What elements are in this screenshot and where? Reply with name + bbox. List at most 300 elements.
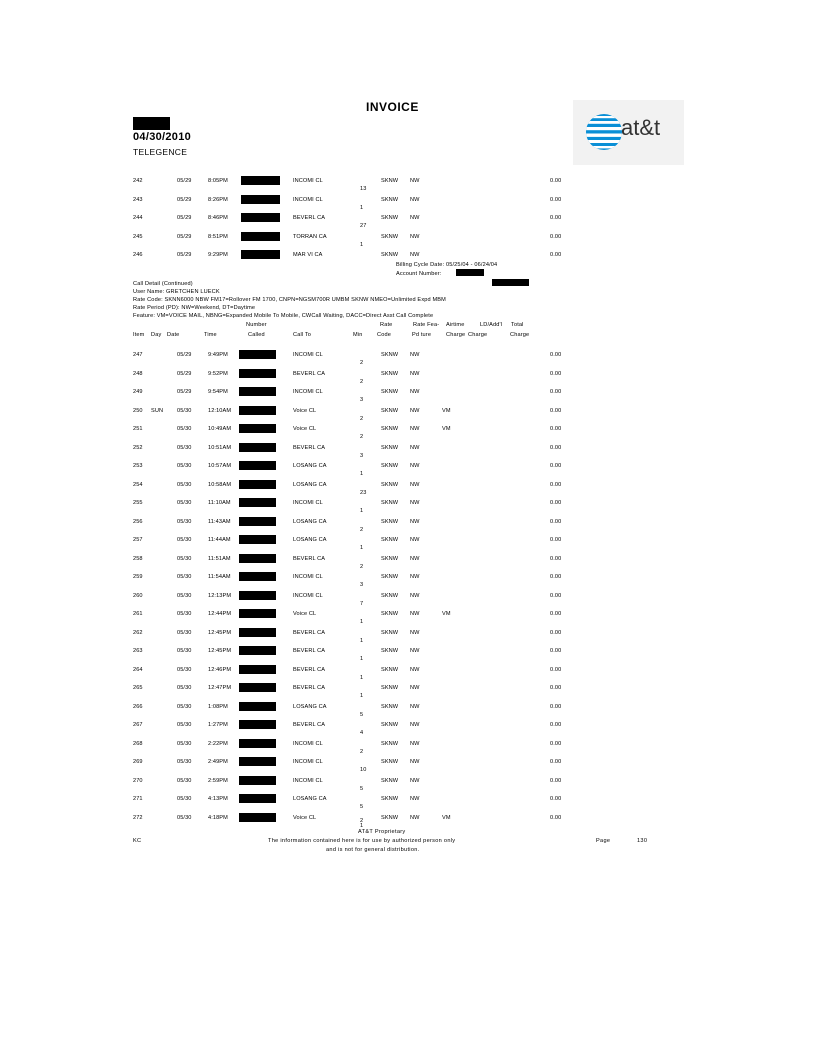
row-minutes: 1 (360, 822, 364, 829)
redacted-number (239, 535, 276, 544)
row-time: 12:10AM (208, 407, 232, 414)
row-call-to: INCOMI CL (293, 740, 323, 747)
redacted-account (456, 269, 484, 276)
row-item: 244 (133, 215, 143, 222)
row-time: 4:13PM (208, 796, 228, 802)
row-time: 10:58AM (208, 481, 232, 488)
row-total: 0.00 (550, 703, 562, 710)
redacted-number (239, 369, 276, 378)
col-pd-ture: Pd ture (412, 332, 432, 338)
company-name: TELEGENCE (133, 147, 188, 157)
row-rate-code: SKNW (381, 537, 399, 543)
row-rate-code: SKNW (381, 233, 399, 240)
row-rate-code: SKNW (381, 481, 399, 488)
row-item: 271 (133, 796, 143, 802)
row-total: 0.00 (550, 215, 562, 222)
row-date: 05/30 (177, 814, 192, 821)
row-time: 1:08PM (208, 703, 228, 710)
row-time: 2:49PM (208, 759, 228, 765)
row-rate-code: SKNW (381, 500, 399, 506)
redacted-number (239, 350, 276, 359)
row-time: 10:49AM (208, 426, 232, 432)
row-minutes: 3 (360, 582, 364, 588)
redacted-number (239, 572, 276, 581)
row-total: 0.00 (550, 814, 562, 821)
row-total: 0.00 (550, 370, 562, 377)
redacted-number (239, 480, 276, 489)
row-date: 05/30 (177, 463, 192, 469)
row-total: 0.00 (550, 537, 562, 543)
col-time: Time (204, 332, 217, 338)
row-minutes: 1 (360, 619, 364, 625)
row-call-to: LOSANG CA (293, 518, 327, 525)
row-period: NW (410, 666, 420, 673)
row-call-to: INCOMI CL (293, 574, 323, 580)
redacted-number (239, 813, 276, 822)
col-call-to: Call To (293, 332, 312, 338)
row-item: 272 (133, 814, 143, 821)
row-total: 0.00 (550, 389, 562, 395)
row-period: NW (410, 722, 420, 728)
row-period: NW (410, 481, 420, 488)
row-date: 05/30 (177, 426, 192, 432)
row-call-to: LOSANG CA (293, 796, 327, 802)
page-number: 130 (637, 838, 648, 844)
row-time: 11:44AM (208, 537, 231, 543)
row-total: 0.00 (550, 196, 562, 203)
row-date: 05/29 (177, 196, 192, 203)
row-date: 05/29 (177, 389, 192, 395)
row-rate-code: SKNW (381, 666, 399, 673)
row-date: 05/30 (177, 703, 192, 710)
row-item: 245 (133, 233, 143, 240)
row-item: 250 (133, 407, 143, 414)
redacted-number (239, 406, 276, 415)
row-period: NW (410, 814, 420, 821)
row-call-to: BEVERL CA (293, 722, 326, 728)
row-call-to: BEVERL CA (293, 648, 326, 654)
redacted-number (239, 554, 276, 563)
billing-cycle: Billing Cycle Date: 05/25/04 - 06/24/04 (396, 262, 498, 268)
row-call-to: MAR VI CA (293, 252, 323, 259)
row-period: NW (410, 233, 420, 240)
redacted-number (239, 461, 276, 470)
row-item: 248 (133, 370, 143, 377)
row-call-to: INCOMI CL (293, 196, 323, 203)
row-rate-code: SKNW (381, 648, 399, 654)
redacted-block (133, 117, 170, 130)
row-minutes: 2 (360, 563, 364, 570)
col-charge-airtime: Charge (446, 332, 466, 338)
row-call-to: INCOMI CL (293, 389, 323, 395)
row-item: 256 (133, 518, 143, 525)
row-total: 0.00 (550, 233, 562, 240)
row-call-to: INCOMI CL (293, 352, 323, 358)
row-item: 266 (133, 703, 143, 710)
row-time: 12:45PM (208, 629, 232, 636)
row-period: NW (410, 407, 420, 414)
row-minutes: 2 (360, 378, 364, 385)
row-item: 246 (133, 252, 143, 259)
row-time: 9:49PM (208, 352, 228, 358)
row-date: 05/29 (177, 233, 192, 240)
row-total: 0.00 (550, 463, 562, 469)
row-period: NW (410, 252, 420, 259)
row-date: 05/29 (177, 178, 192, 184)
row-period: NW (410, 444, 420, 451)
redacted-number (239, 517, 276, 526)
row-rate-code: SKNW (381, 592, 399, 599)
row-date: 05/30 (177, 407, 192, 414)
row-feature: VM (442, 407, 451, 414)
row-call-to: INCOMI CL (293, 592, 323, 599)
redacted-number (241, 176, 280, 185)
row-rate-code: SKNW (381, 407, 399, 414)
footer-notice-1: The information contained here is for use by authorized person only (268, 838, 456, 844)
row-rate-code: SKNW (381, 389, 399, 395)
row-call-to: LOSANG CA (293, 481, 327, 488)
col-airtime-top: Airtime (446, 322, 465, 328)
row-time: 9:52PM (208, 370, 228, 377)
rate-code: Rate Code: SKNN6000 NBW FM17=Rollover FM 1700, CNPN=NGSM700R UMBM SKNW NMEO=Unlimited Expd MBM (133, 297, 446, 303)
row-time: 2:59PM (208, 777, 228, 784)
redacted-number (239, 628, 276, 637)
invoice-date: 04/30/2010 (133, 131, 192, 143)
account-number-label: Account Number: (396, 271, 442, 277)
row-minutes: 5 (360, 711, 364, 718)
row-time: 11:43AM (208, 518, 231, 525)
row-item: 258 (133, 555, 143, 562)
row-date: 05/30 (177, 648, 192, 654)
row-item: 262 (133, 629, 143, 636)
redacted-number (239, 794, 276, 803)
row-period: NW (410, 463, 420, 469)
row-total: 0.00 (550, 666, 562, 673)
row-item: 260 (133, 592, 143, 599)
row-time: 12:13PM (208, 592, 232, 599)
row-time: 12:46PM (208, 666, 232, 673)
col-charge-ld: Charge (468, 332, 488, 338)
row-minutes: 2 (360, 434, 364, 440)
col-total-top: Total (511, 322, 524, 328)
row-minutes: 27 (360, 223, 367, 230)
trailing-min: 2 (360, 818, 364, 824)
row-total: 0.00 (550, 648, 562, 654)
row-date: 05/30 (177, 592, 192, 599)
row-item: 259 (133, 574, 143, 580)
redacted-number (239, 424, 276, 433)
redacted-number (239, 646, 276, 655)
col-code: Code (377, 332, 391, 338)
row-total: 0.00 (550, 796, 562, 802)
row-feature: VM (442, 814, 451, 821)
row-feature: VM (442, 426, 451, 432)
row-total: 0.00 (550, 481, 562, 488)
row-rate-code: SKNW (381, 178, 399, 184)
row-period: NW (410, 178, 420, 184)
row-time: 11:54AM (208, 574, 231, 580)
row-total: 0.00 (550, 592, 562, 599)
col-charge-total: Charge (510, 332, 530, 338)
row-item: 269 (133, 759, 143, 765)
row-call-to: INCOMI CL (293, 759, 323, 765)
row-rate-code: SKNW (381, 426, 399, 432)
row-item: 268 (133, 740, 143, 747)
row-item: 242 (133, 178, 143, 184)
row-time: 12:44PM (208, 611, 232, 617)
row-period: NW (410, 537, 420, 543)
col-ld-top: LD/Add'l (480, 322, 503, 328)
row-rate-code: SKNW (381, 703, 399, 710)
col-rate-top: Rate (380, 322, 393, 328)
row-time: 8:05PM (208, 178, 228, 184)
row-period: NW (410, 592, 420, 599)
row-minutes: 2 (360, 748, 364, 755)
row-rate-code: SKNW (381, 370, 399, 377)
row-time: 12:47PM (208, 685, 232, 691)
redacted-number (241, 232, 280, 241)
row-period: NW (410, 574, 420, 580)
row-call-to: Voice CL (293, 426, 317, 432)
row-rate-code: SKNW (381, 685, 399, 691)
row-period: NW (410, 796, 420, 802)
row-minutes: 1 (360, 471, 364, 477)
row-minutes: 1 (360, 508, 364, 514)
row-item: 254 (133, 481, 143, 488)
row-item: 263 (133, 648, 143, 654)
row-total: 0.00 (550, 685, 562, 691)
row-rate-code: SKNW (381, 574, 399, 580)
row-date: 05/29 (177, 252, 192, 259)
row-date: 05/30 (177, 518, 192, 525)
row-date: 05/29 (177, 352, 192, 358)
row-time: 10:51AM (208, 444, 232, 451)
row-period: NW (410, 611, 420, 617)
row-time: 8:26PM (208, 196, 228, 203)
row-rate-code: SKNW (381, 611, 399, 617)
row-minutes: 3 (360, 452, 364, 459)
row-item: 255 (133, 500, 143, 506)
redacted-number (239, 498, 276, 507)
call-detail-heading: Call Detail (Continued) (133, 281, 193, 287)
row-item: 252 (133, 444, 143, 451)
rate-period: Rate Period (PD): NW=Weekend, DT=Daytime (133, 305, 256, 311)
user-name: User Name: GRETCHEN LUECK (133, 289, 220, 295)
row-total: 0.00 (550, 426, 562, 432)
row-time: 9:29PM (208, 252, 228, 259)
row-date: 05/30 (177, 555, 192, 562)
row-minutes: 3 (360, 397, 364, 403)
row-period: NW (410, 777, 420, 784)
row-period: NW (410, 352, 420, 358)
redacted-number (239, 609, 276, 618)
row-total: 0.00 (550, 555, 562, 562)
row-total: 0.00 (550, 252, 562, 259)
row-period: NW (410, 759, 420, 765)
row-item: 267 (133, 722, 143, 728)
col-item: Item (133, 332, 145, 338)
row-period: NW (410, 370, 420, 377)
row-call-to: BEVERL CA (293, 685, 326, 691)
redacted-number (239, 591, 276, 600)
invoice-title: INVOICE (366, 100, 419, 114)
page-label: Page (596, 838, 611, 844)
row-rate-code: SKNW (381, 796, 399, 802)
row-date: 05/30 (177, 481, 192, 488)
row-rate-code: SKNW (381, 352, 399, 358)
row-time: 10:57AM (208, 463, 232, 469)
row-minutes: 1 (360, 656, 364, 662)
row-period: NW (410, 629, 420, 636)
row-time: 8:51PM (208, 233, 228, 240)
row-item: 247 (133, 352, 143, 358)
row-rate-code: SKNW (381, 215, 399, 222)
redacted-number (239, 702, 276, 711)
row-rate-code: SKNW (381, 196, 399, 203)
row-total: 0.00 (550, 740, 562, 747)
row-total: 0.00 (550, 444, 562, 451)
row-call-to: LOSANG CA (293, 463, 327, 469)
row-period: NW (410, 426, 420, 432)
row-rate-code: SKNW (381, 777, 399, 784)
row-period: NW (410, 389, 420, 395)
row-minutes: 1 (360, 545, 364, 551)
row-total: 0.00 (550, 407, 562, 414)
row-item: 270 (133, 777, 143, 784)
row-minutes: 13 (360, 186, 367, 192)
row-rate-code: SKNW (381, 444, 399, 451)
row-time: 11:51AM (208, 555, 231, 562)
row-minutes: 1 (360, 204, 364, 211)
row-period: NW (410, 740, 420, 747)
row-date: 05/30 (177, 777, 192, 784)
row-time: 2:22PM (208, 740, 228, 747)
row-minutes: 1 (360, 693, 364, 699)
row-period: NW (410, 555, 420, 562)
row-total: 0.00 (550, 178, 562, 184)
footer-proprietary: AT&T Proprietary (358, 829, 406, 835)
row-date: 05/30 (177, 629, 192, 636)
row-rate-code: SKNW (381, 814, 399, 821)
row-total: 0.00 (550, 722, 562, 728)
row-call-to: BEVERL CA (293, 666, 326, 673)
logo-text: at&t (621, 115, 661, 140)
row-total: 0.00 (550, 518, 562, 525)
row-item: 243 (133, 196, 143, 203)
redacted-number (241, 195, 280, 204)
redacted-number (239, 665, 276, 674)
row-rate-code: SKNW (381, 518, 399, 525)
row-item: 261 (133, 611, 143, 617)
col-rate-fea-top: Rate Fea- (413, 322, 440, 328)
row-period: NW (410, 215, 420, 222)
row-minutes: 2 (360, 526, 364, 533)
row-call-to: BEVERL CA (293, 370, 326, 377)
row-total: 0.00 (550, 500, 562, 506)
row-call-to: BEVERL CA (293, 215, 326, 222)
footer-notice-2: and is not for general distribution. (326, 847, 420, 853)
row-total: 0.00 (550, 611, 562, 617)
row-call-to: BEVERL CA (293, 629, 326, 636)
row-total: 0.00 (550, 352, 562, 358)
row-date: 05/30 (177, 500, 192, 506)
feature-legend: Feature: VM=VOICE MAIL, NBNG=Expanded Mobile To Mobile, CWCall Waiting, DACC=Direct Asst Call Complete (133, 313, 434, 319)
row-call-to: Voice CL (293, 407, 317, 414)
att-logo (573, 100, 684, 165)
redacted-number (239, 683, 276, 692)
row-call-to: LOSANG CA (293, 703, 327, 710)
redacted-number (239, 443, 276, 452)
row-time: 11:10AM (208, 500, 231, 506)
row-period: NW (410, 500, 420, 506)
row-date: 05/30 (177, 611, 192, 617)
row-total: 0.00 (550, 777, 562, 784)
col-date: Date (167, 332, 180, 338)
row-date: 05/29 (177, 370, 192, 377)
row-minutes: 10 (360, 767, 367, 773)
row-time: 12:45PM (208, 648, 232, 654)
row-date: 05/30 (177, 796, 192, 802)
row-minutes: 5 (360, 785, 364, 792)
redacted-number (239, 757, 276, 766)
redacted-number (239, 387, 276, 396)
row-date: 05/30 (177, 444, 192, 451)
row-item: 265 (133, 685, 143, 691)
row-minutes: 1 (360, 674, 364, 681)
col-day: Day (151, 332, 162, 338)
row-rate-code: SKNW (381, 555, 399, 562)
row-rate-code: SKNW (381, 722, 399, 728)
row-date: 05/30 (177, 685, 192, 691)
row-minutes: 23 (360, 489, 367, 496)
row-item: 251 (133, 426, 143, 432)
redacted-number (241, 250, 280, 259)
row-call-to: INCOMI CL (293, 500, 323, 506)
row-time: 9:54PM (208, 389, 228, 395)
row-rate-code: SKNW (381, 740, 399, 747)
row-date: 05/29 (177, 215, 192, 222)
row-period: NW (410, 196, 420, 203)
row-total: 0.00 (550, 759, 562, 765)
row-feature: VM (442, 611, 451, 617)
row-period: NW (410, 648, 420, 654)
att-globe-icon (584, 112, 624, 152)
row-total: 0.00 (550, 629, 562, 636)
footer-initials: KC (133, 838, 142, 844)
row-period: NW (410, 685, 420, 691)
row-rate-code: SKNW (381, 629, 399, 636)
row-rate-code: SKNW (381, 252, 399, 259)
row-call-to: BEVERL CA (293, 555, 326, 562)
row-time: 1:27PM (208, 722, 228, 728)
row-call-to: Voice CL (293, 611, 317, 617)
row-call-to: TORRAN CA (293, 233, 327, 240)
row-minutes: 7 (360, 600, 364, 607)
col-min: Min (353, 332, 363, 338)
row-call-to: INCOMI CL (293, 178, 323, 184)
row-rate-code: SKNW (381, 463, 399, 469)
redacted-number (239, 776, 276, 785)
redacted-block (492, 279, 529, 286)
row-date: 05/30 (177, 759, 192, 765)
row-day: SUN (151, 407, 164, 414)
col-called: Called (248, 332, 265, 338)
row-item: 253 (133, 463, 143, 469)
row-period: NW (410, 703, 420, 710)
row-date: 05/30 (177, 740, 192, 747)
row-call-to: LOSANG CA (293, 537, 327, 543)
redacted-number (241, 213, 280, 222)
